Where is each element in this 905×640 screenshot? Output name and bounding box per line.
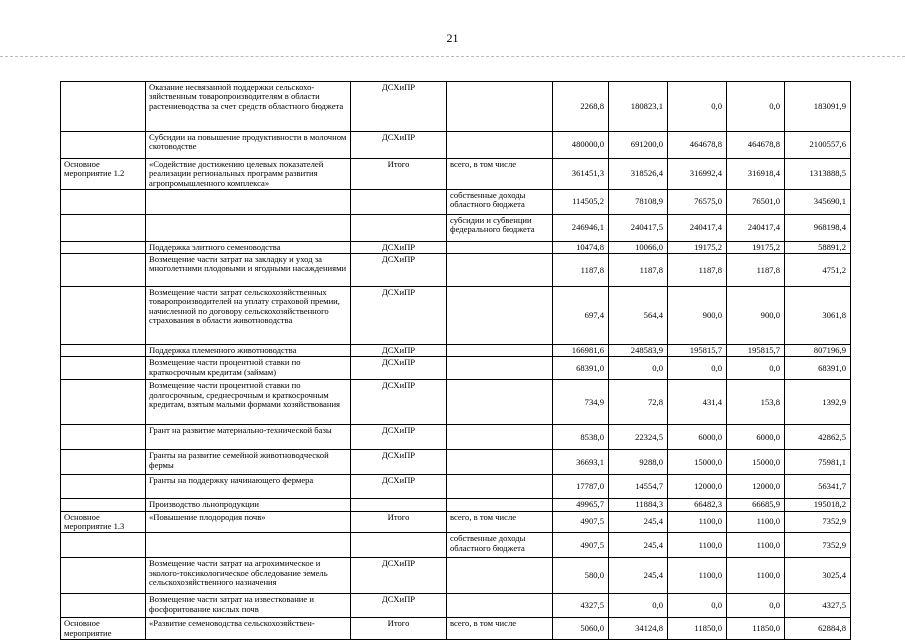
funding-source-cell: всего, в том числе xyxy=(447,159,553,190)
funding-source-cell xyxy=(447,380,553,425)
year-3-cell: 1187,8 xyxy=(668,254,727,287)
funding-source-cell: всего, в том числе xyxy=(447,618,553,640)
year-1-cell: 10474,8 xyxy=(553,241,609,253)
description-cell: Возмещение части затрат на агрохимическое и эколого-токсикологическое обследование земель сельскохозяйственного назначения xyxy=(146,558,351,594)
year-1-cell: 2268,8 xyxy=(553,82,609,132)
responsible-cell: ДСХиПР xyxy=(351,241,447,253)
responsible-cell: ДСХиПР xyxy=(351,345,447,357)
year-2-cell: 11884,3 xyxy=(609,499,668,511)
year-2-cell: 0,0 xyxy=(609,594,668,618)
responsible-cell: ДСХиПР xyxy=(351,475,447,499)
year-2-cell: 14554,7 xyxy=(609,475,668,499)
year-4-cell: 1100,0 xyxy=(727,533,785,558)
year-4-cell: 19175,2 xyxy=(727,241,785,253)
year-3-cell: 1100,0 xyxy=(668,511,727,533)
page-number: 21 xyxy=(446,31,459,45)
measure-cell xyxy=(61,287,146,345)
description-cell: Оказание несвязанной поддержки сельскохо-зяйственным товаропроизводителям в области растениеводства за счет средств областного бюджета xyxy=(146,82,351,132)
funding-source-cell: собственные доходы областного бюджета xyxy=(447,533,553,558)
funding-source-cell xyxy=(447,450,553,475)
responsible-cell: ДСХиПР xyxy=(351,132,447,159)
table-row xyxy=(61,618,851,640)
description-cell: Грант на развитие материально-технической базы xyxy=(146,425,351,450)
table-row xyxy=(61,189,851,214)
description-cell: Поддержка элитного семеноводства xyxy=(146,241,351,253)
responsible-cell: ДСХиПР xyxy=(351,82,447,132)
total-cell: 3061,8 xyxy=(785,287,851,345)
measure-cell xyxy=(61,499,146,511)
description-cell: Возмещение части затрат сельскохозяйственных товаропроизводителей на уплату страховой премии, начисленной по договору сельскохозяйственного страхования в области животноводства xyxy=(146,287,351,345)
year-1-cell: 734,9 xyxy=(553,380,609,425)
funding-source-cell xyxy=(447,132,553,159)
responsible-cell: ДСХиПР xyxy=(351,450,447,475)
funding-source-cell: всего, в том числе xyxy=(447,511,553,533)
table-row xyxy=(61,511,851,533)
year-1-cell: 4907,5 xyxy=(553,533,609,558)
description-cell xyxy=(146,189,351,214)
description-cell: Возмещение части процентной ставки по краткосрочным кредитам (займам) xyxy=(146,357,351,380)
total-cell: 2100557,6 xyxy=(785,132,851,159)
year-3-cell: 0,0 xyxy=(668,594,727,618)
table-row xyxy=(61,380,851,425)
description-cell: Производство льнопродукции xyxy=(146,499,351,511)
year-1-cell: 246946,1 xyxy=(553,214,609,241)
year-2-cell: 78108,9 xyxy=(609,189,668,214)
year-3-cell: 19175,2 xyxy=(668,241,727,253)
measure-cell xyxy=(61,345,146,357)
responsible-cell: Итого xyxy=(351,511,447,533)
responsible-cell: Итого xyxy=(351,159,447,190)
funding-source-cell xyxy=(447,594,553,618)
year-2-cell: 22324,5 xyxy=(609,425,668,450)
description-cell: Возмещение части процентной ставки по долгосрочным, среднесрочным и краткосрочным кредитам, взятым малыми формами хозяйствования xyxy=(146,380,351,425)
table-row xyxy=(61,345,851,357)
table-row xyxy=(61,475,851,499)
table-row xyxy=(61,287,851,345)
year-2-cell: 245,4 xyxy=(609,511,668,533)
responsible-cell: ДСХиПР xyxy=(351,380,447,425)
measure-cell xyxy=(61,558,146,594)
year-4-cell: 11850,0 xyxy=(727,618,785,640)
year-4-cell: 900,0 xyxy=(727,287,785,345)
measure-cell: Основное мероприятие 1.3 xyxy=(61,511,146,533)
measure-cell: Основное мероприятие 1.2 xyxy=(61,159,146,190)
total-cell: 56341,7 xyxy=(785,475,851,499)
year-1-cell: 17787,0 xyxy=(553,475,609,499)
funding-source-cell xyxy=(447,287,553,345)
responsible-cell xyxy=(351,214,447,241)
measure-cell xyxy=(61,132,146,159)
measure-cell xyxy=(61,82,146,132)
measure-cell xyxy=(61,241,146,253)
description-cell: Поддержка племенного животноводства xyxy=(146,345,351,357)
year-3-cell: 431,4 xyxy=(668,380,727,425)
year-1-cell: 5060,0 xyxy=(553,618,609,640)
year-1-cell: 4327,5 xyxy=(553,594,609,618)
year-4-cell: 240417,4 xyxy=(727,214,785,241)
total-cell: 345690,1 xyxy=(785,189,851,214)
total-cell: 195018,2 xyxy=(785,499,851,511)
description-cell xyxy=(146,533,351,558)
year-3-cell: 11850,0 xyxy=(668,618,727,640)
funding-source-cell xyxy=(447,357,553,380)
description-cell xyxy=(146,214,351,241)
year-1-cell: 1187,8 xyxy=(553,254,609,287)
total-cell: 7352,9 xyxy=(785,533,851,558)
funding-source-cell xyxy=(447,82,553,132)
total-cell: 968198,4 xyxy=(785,214,851,241)
table-row xyxy=(61,241,851,253)
responsible-cell: ДСХиПР xyxy=(351,425,447,450)
total-cell: 1313888,5 xyxy=(785,159,851,190)
funding-source-cell xyxy=(447,558,553,594)
year-1-cell: 36693,1 xyxy=(553,450,609,475)
year-3-cell: 0,0 xyxy=(668,82,727,132)
year-2-cell: 10066,0 xyxy=(609,241,668,253)
year-3-cell: 66482,3 xyxy=(668,499,727,511)
year-4-cell: 0,0 xyxy=(727,594,785,618)
year-2-cell: 1187,8 xyxy=(609,254,668,287)
year-4-cell: 1187,8 xyxy=(727,254,785,287)
year-1-cell: 697,4 xyxy=(553,287,609,345)
budget-table xyxy=(60,81,851,640)
year-2-cell: 72,8 xyxy=(609,380,668,425)
measure-cell xyxy=(61,189,146,214)
year-4-cell: 0,0 xyxy=(727,357,785,380)
year-2-cell: 240417,5 xyxy=(609,214,668,241)
year-3-cell: 6000,0 xyxy=(668,425,727,450)
year-4-cell: 1100,0 xyxy=(727,558,785,594)
funding-source-cell xyxy=(447,241,553,253)
year-4-cell: 1100,0 xyxy=(727,511,785,533)
responsible-cell: ДСХиПР xyxy=(351,287,447,345)
total-cell: 3025,4 xyxy=(785,558,851,594)
description-cell: «Повышение плодородия почв» xyxy=(146,511,351,533)
year-4-cell: 0,0 xyxy=(727,82,785,132)
measure-cell xyxy=(61,425,146,450)
funding-source-cell xyxy=(447,425,553,450)
year-3-cell: 464678,8 xyxy=(668,132,727,159)
year-3-cell: 0,0 xyxy=(668,357,727,380)
year-4-cell: 464678,8 xyxy=(727,132,785,159)
responsible-cell: ДСХиПР xyxy=(351,254,447,287)
responsible-cell: Итого xyxy=(351,618,447,640)
description-cell: Субсидии на повышение продуктивности в молочном скотоводстве xyxy=(146,132,351,159)
year-3-cell: 1100,0 xyxy=(668,558,727,594)
funding-source-cell xyxy=(447,345,553,357)
measure-cell xyxy=(61,533,146,558)
year-2-cell: 180823,1 xyxy=(609,82,668,132)
year-2-cell: 245,4 xyxy=(609,558,668,594)
funding-source-cell: субсидии и субвенции федерального бюджета xyxy=(447,214,553,241)
measure-cell: Основное мероприятие xyxy=(61,618,146,640)
funding-source-cell xyxy=(447,254,553,287)
year-1-cell: 49965,7 xyxy=(553,499,609,511)
year-2-cell: 34124,8 xyxy=(609,618,668,640)
year-1-cell: 8538,0 xyxy=(553,425,609,450)
year-4-cell: 15000,0 xyxy=(727,450,785,475)
total-cell: 807196,9 xyxy=(785,345,851,357)
year-4-cell: 66685,9 xyxy=(727,499,785,511)
responsible-cell xyxy=(351,533,447,558)
total-cell: 58891,2 xyxy=(785,241,851,253)
total-cell: 1392,9 xyxy=(785,380,851,425)
measure-cell xyxy=(61,214,146,241)
year-4-cell: 76501,0 xyxy=(727,189,785,214)
description-cell: Возмещение части затрат на известкование и фосфоритование кислых почв xyxy=(146,594,351,618)
funding-source-cell xyxy=(447,499,553,511)
description-cell: Гранты на поддержку начинающего фермера xyxy=(146,475,351,499)
description-cell: «Развитие семеноводства сельскохозяйствен- xyxy=(146,618,351,640)
year-2-cell: 0,0 xyxy=(609,357,668,380)
table-row xyxy=(61,499,851,511)
year-3-cell: 15000,0 xyxy=(668,450,727,475)
year-1-cell: 361451,3 xyxy=(553,159,609,190)
table-row xyxy=(61,254,851,287)
table-row xyxy=(61,533,851,558)
year-2-cell: 564,4 xyxy=(609,287,668,345)
year-1-cell: 4907,5 xyxy=(553,511,609,533)
year-3-cell: 900,0 xyxy=(668,287,727,345)
measure-cell xyxy=(61,380,146,425)
measure-cell xyxy=(61,357,146,380)
total-cell: 183091,9 xyxy=(785,82,851,132)
header-divider xyxy=(0,56,905,57)
total-cell: 4327,5 xyxy=(785,594,851,618)
total-cell: 68391,0 xyxy=(785,357,851,380)
table-row xyxy=(61,214,851,241)
responsible-cell xyxy=(351,189,447,214)
table-body xyxy=(61,82,851,640)
year-4-cell: 195815,7 xyxy=(727,345,785,357)
year-1-cell: 114505,2 xyxy=(553,189,609,214)
year-3-cell: 195815,7 xyxy=(668,345,727,357)
year-4-cell: 12000,0 xyxy=(727,475,785,499)
year-1-cell: 580,0 xyxy=(553,558,609,594)
description-cell: Гранты на развитие семейной животноводческой фермы xyxy=(146,450,351,475)
total-cell: 7352,9 xyxy=(785,511,851,533)
year-4-cell: 6000,0 xyxy=(727,425,785,450)
total-cell: 4751,2 xyxy=(785,254,851,287)
year-2-cell: 248583,9 xyxy=(609,345,668,357)
total-cell: 42862,5 xyxy=(785,425,851,450)
year-3-cell: 12000,0 xyxy=(668,475,727,499)
year-3-cell: 76575,0 xyxy=(668,189,727,214)
table-row xyxy=(61,558,851,594)
funding-source-cell: собственные доходы областного бюджета xyxy=(447,189,553,214)
measure-cell xyxy=(61,475,146,499)
year-3-cell: 1100,0 xyxy=(668,533,727,558)
year-1-cell: 480000,0 xyxy=(553,132,609,159)
responsible-cell: ДСХиПР xyxy=(351,357,447,380)
year-3-cell: 240417,4 xyxy=(668,214,727,241)
table-row xyxy=(61,82,851,132)
responsible-cell: ДСХиПР xyxy=(351,558,447,594)
year-1-cell: 68391,0 xyxy=(553,357,609,380)
table-row xyxy=(61,594,851,618)
table-row xyxy=(61,357,851,380)
description-cell: «Содействие достижению целевых показателей реализации региональных программ развития агропромышленного комплекса» xyxy=(146,159,351,190)
measure-cell xyxy=(61,450,146,475)
year-1-cell: 166981,6 xyxy=(553,345,609,357)
table-row xyxy=(61,425,851,450)
year-2-cell: 691200,0 xyxy=(609,132,668,159)
year-4-cell: 153,8 xyxy=(727,380,785,425)
table-row xyxy=(61,450,851,475)
responsible-cell: ДСХиПР xyxy=(351,594,447,618)
year-4-cell: 316918,4 xyxy=(727,159,785,190)
year-2-cell: 318526,4 xyxy=(609,159,668,190)
measure-cell xyxy=(61,594,146,618)
description-cell: Возмещение части затрат на закладку и уход за многолетними плодовыми и ягодными насаждениями xyxy=(146,254,351,287)
responsible-cell xyxy=(351,499,447,511)
table-row xyxy=(61,159,851,190)
total-cell: 62884,8 xyxy=(785,618,851,640)
total-cell: 75981,1 xyxy=(785,450,851,475)
year-2-cell: 9288,0 xyxy=(609,450,668,475)
table-row xyxy=(61,132,851,159)
funding-source-cell xyxy=(447,475,553,499)
year-3-cell: 316992,4 xyxy=(668,159,727,190)
measure-cell xyxy=(61,254,146,287)
year-2-cell: 245,4 xyxy=(609,533,668,558)
